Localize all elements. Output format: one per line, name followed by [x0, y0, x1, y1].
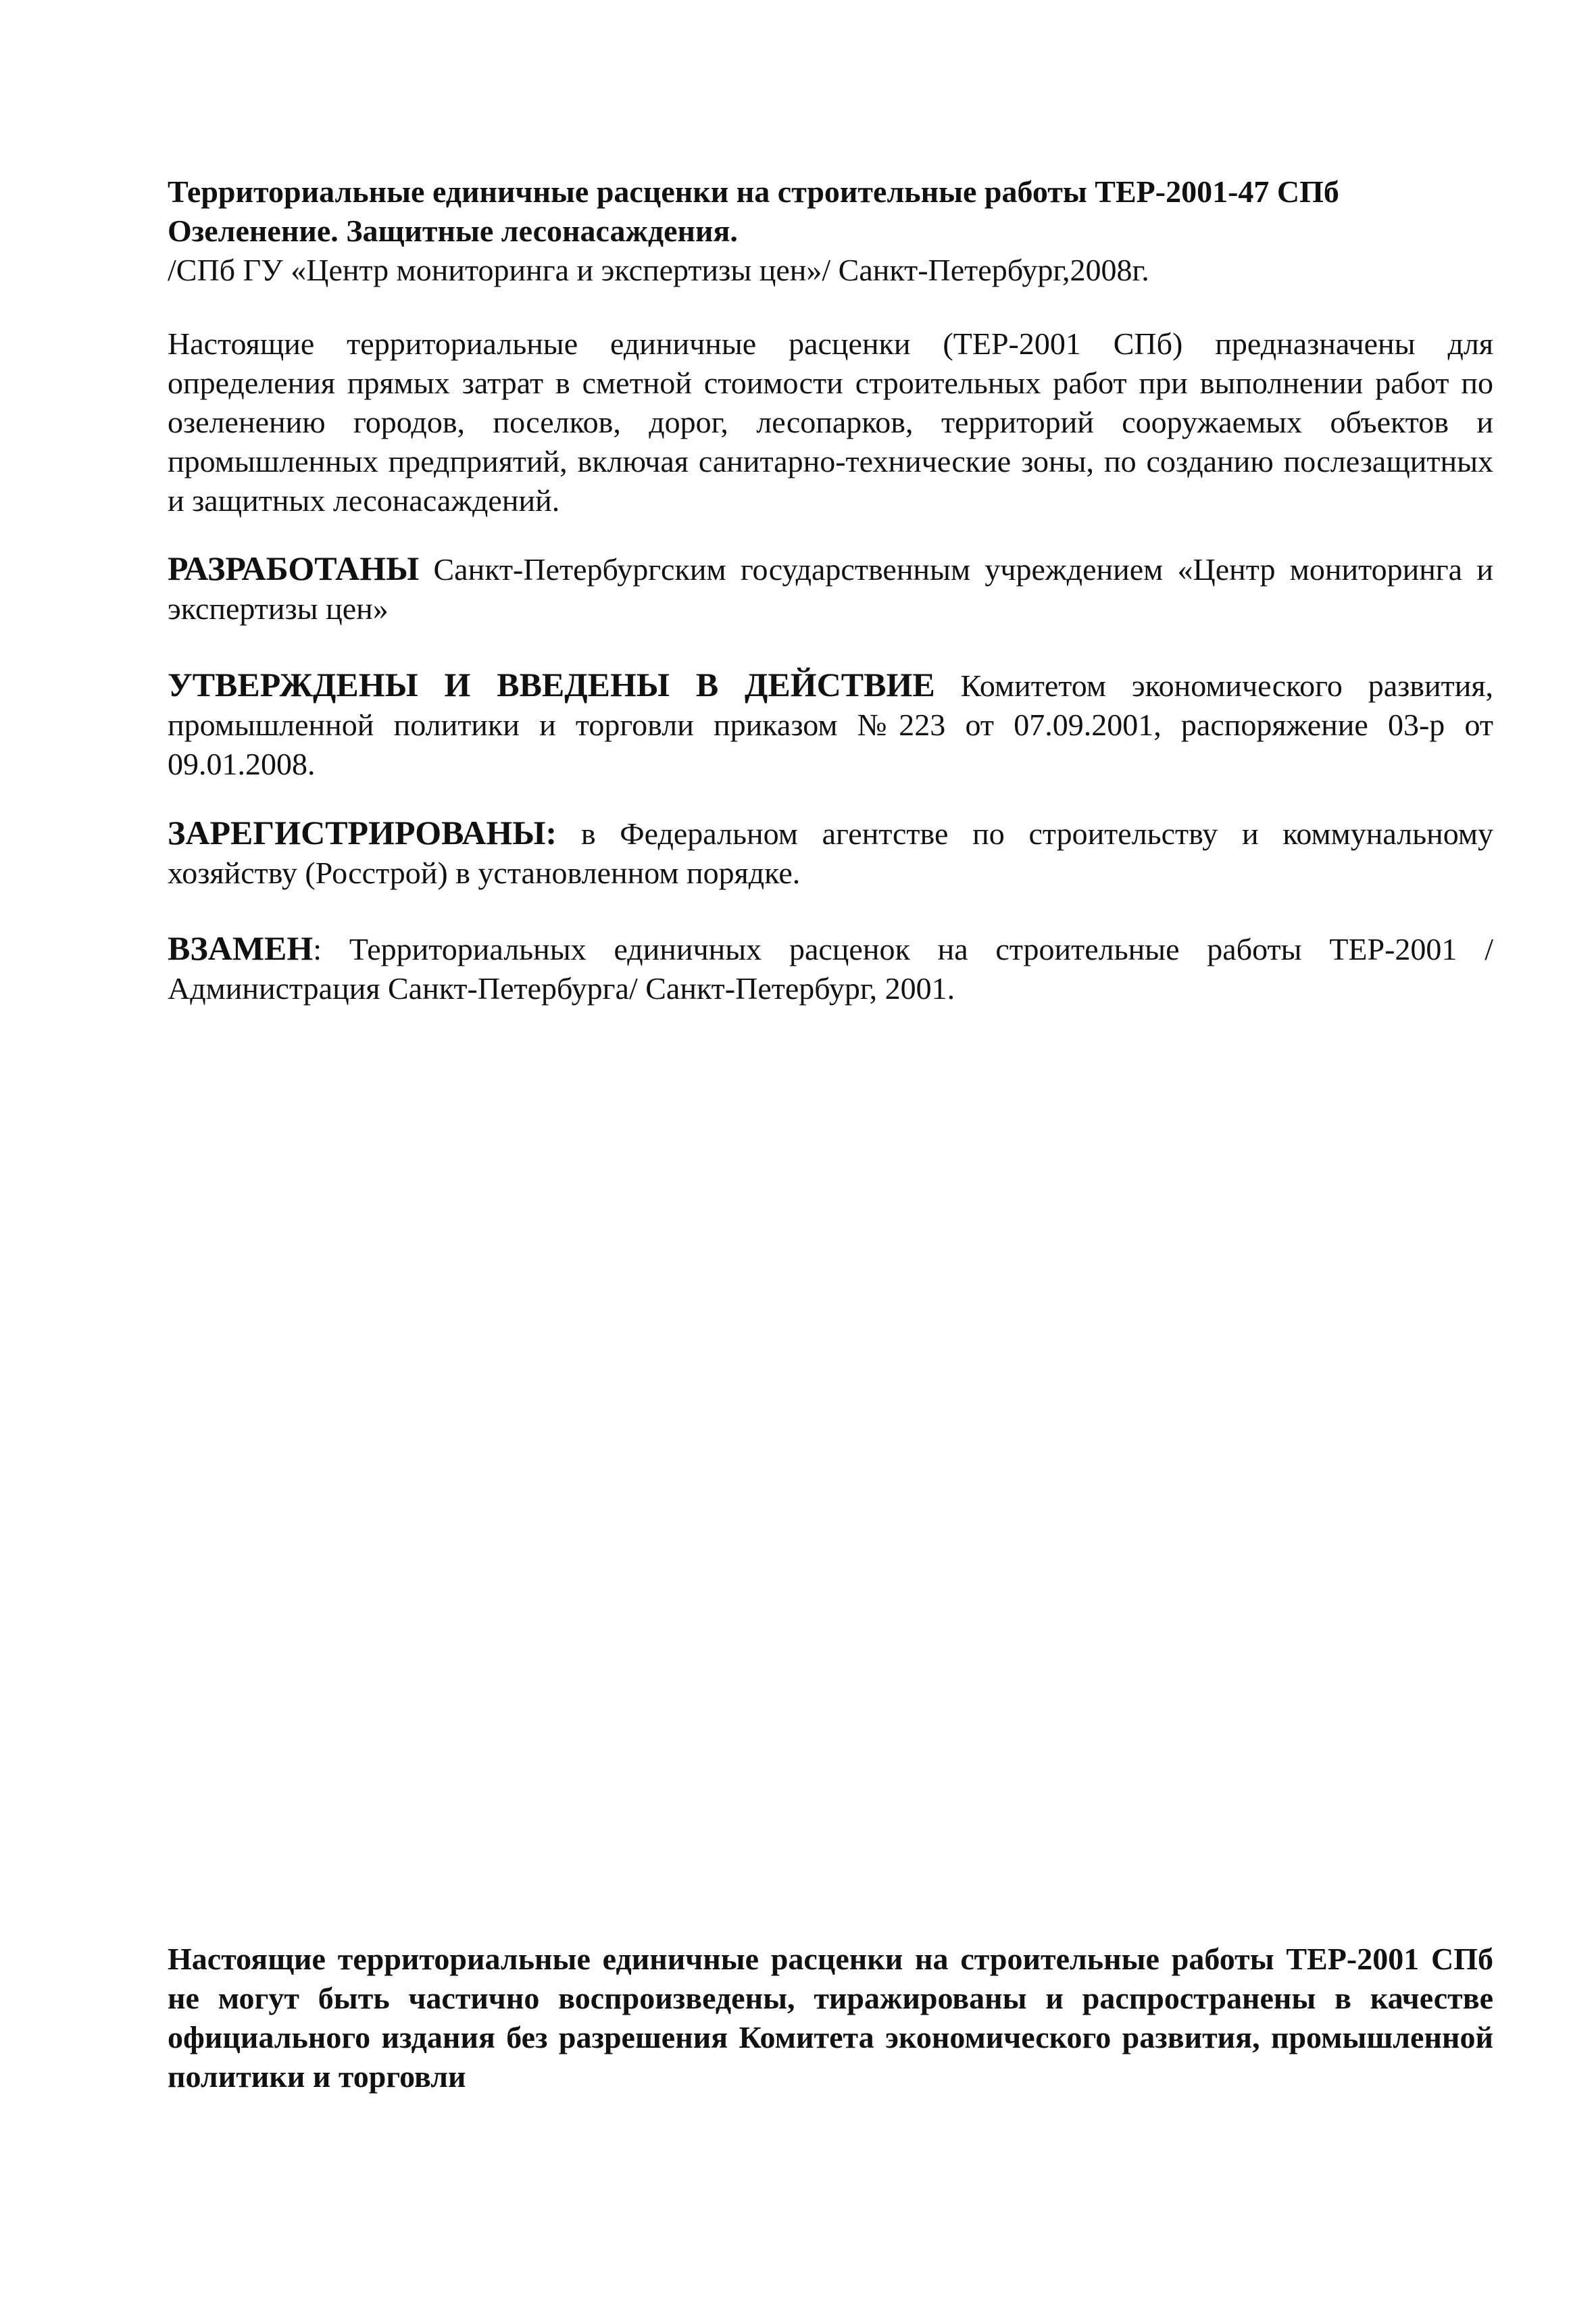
document-heading — [168, 172, 1493, 290]
copyright-notice: Настоящие территориальные единичные расценки на строительные работы ТЕР-2001 СПб не могут быть частично воспроизведены, тиражированы и распространены в качестве официального издания без разрешения Комитета экономического развития, промышленной политики и торговли — [168, 1942, 1493, 2094]
approved-label: УТВЕРЖДЕНЫ И ВВЕДЕНЫ В ДЕЙСТВИЕ — [168, 666, 935, 704]
registered-paragraph — [168, 813, 1493, 893]
replaces-paragraph — [168, 929, 1493, 1008]
purpose-paragraph: Настоящие территориальные единичные расценки (ТЕР-2001 СПб) предназначены для определения прямых затрат в сметной стоимости строительных работ при выполнении работ по озеленению городов, поселков, дорог, лесопарков, территорий сооружаемых объектов и промышленных предприятий, включая санитарно-технические зоны, по созданию послезащитных и защитных лесонасаждений. — [168, 326, 1493, 518]
approved-paragraph — [168, 665, 1493, 784]
registered-text: в Федеральном агентстве по строительству и коммунальному хозяйству (Росстрой) в установленном порядке. — [168, 816, 1493, 890]
approved-text: Комитетом экономического развития, промышленной политики и торговли приказом №223 от 07.09.2001, распоряжение 03-р от 09.01.2008. — [168, 668, 1494, 781]
developed-text: Санкт-Петербургским государственным учреждением «Центр мониторинга и экспертизы цен» — [168, 552, 1493, 626]
registered-label: ЗАРЕГИСТРИРОВАНЫ: — [168, 814, 557, 852]
document-title-line-1: Территориальные единичные расценки на строительные работы ТЕР-2001-47 СПб — [168, 174, 1339, 209]
developed-label: РАЗРАБОТАНЫ — [168, 549, 420, 587]
replaces-label: ВЗАМЕН — [168, 929, 314, 967]
developed-paragraph — [168, 549, 1493, 629]
document-title-line-2: Озеленение. Защитные лесонасаждения. — [168, 214, 738, 248]
replaces-text: : Территориальных единичных расценок на строительные работы ТЕР-2001 /Администрация Санкт-Петербурга/ Санкт-Петербург, 2001. — [168, 932, 1493, 1006]
document-publisher: /СПб ГУ «Центр мониторинга и экспертизы цен»/ Санкт-Петербург,2008г. — [168, 253, 1149, 287]
